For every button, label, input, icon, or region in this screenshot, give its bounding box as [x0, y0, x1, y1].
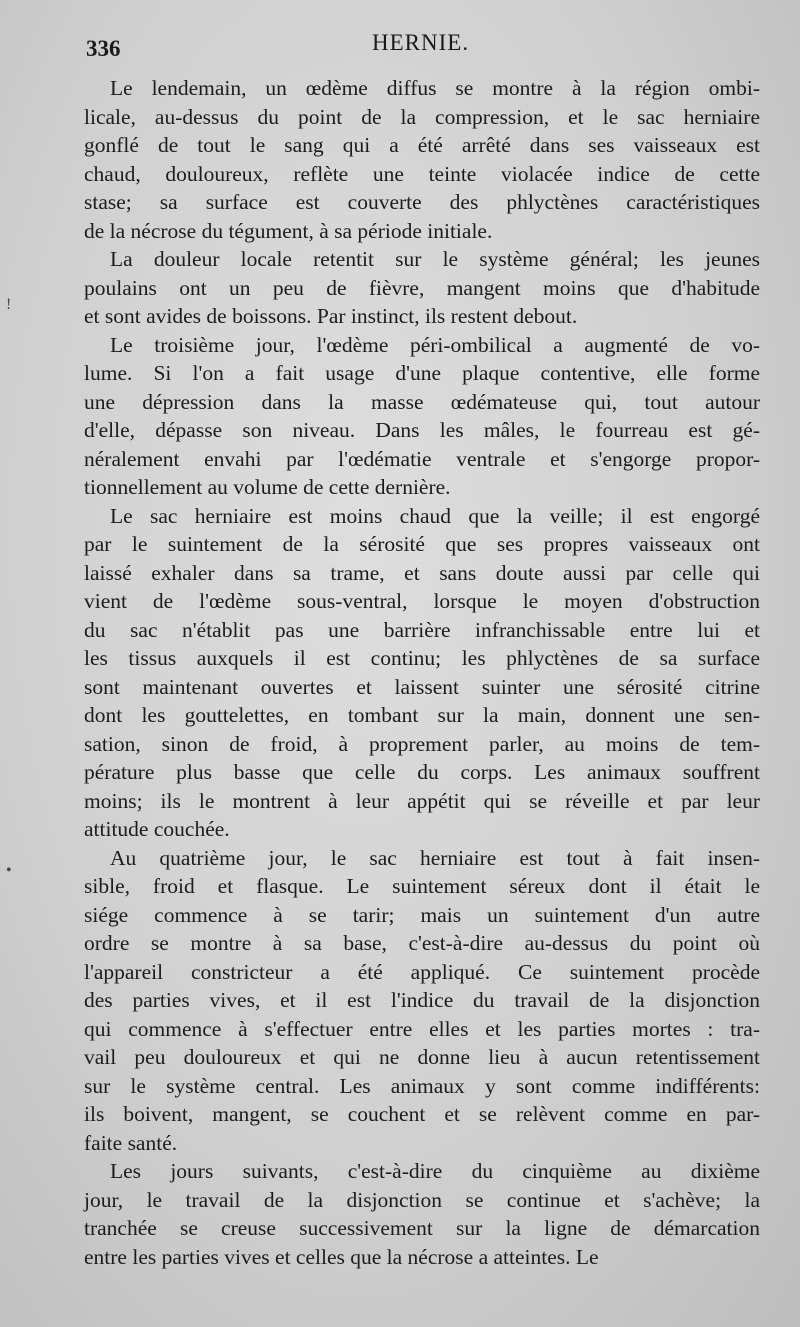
text-line: vient de l'œdème sous-ventral, lorsque le moyen d'obstruction: [84, 589, 760, 613]
text-line: stase; sa surface est couverte des phlyctènes caractéristiques: [84, 190, 760, 214]
margin-mark: !: [6, 296, 12, 313]
paragraph: [84, 502, 760, 844]
text-line: néralement envahi par l'œdématie ventrale et s'engorge propor-: [84, 446, 760, 471]
page-header: [86, 30, 760, 64]
text-line: entre les parties vives et celles que la nécrose a atteintes. Le: [84, 1244, 599, 1269]
text-line: chaud, douloureux, reflète une teinte violacée indice de cette: [84, 161, 760, 186]
text-line: lume. Si l'on a fait usage d'une plaque contentive, elle forme: [84, 361, 760, 385]
text-line: Le troisième jour, l'œdème péri-ombilical a augmenté de vo-: [110, 332, 760, 357]
text-line: vail peu douloureux et qui ne donne lieu à aucun retentissement: [84, 1045, 760, 1069]
text-line: d'elle, dépasse son niveau. Dans les mâles, le fourreau est gé-: [84, 418, 760, 442]
text-line: Le sac herniaire est moins chaud que la veille; il est engorgé: [110, 503, 760, 528]
text-line: attitude couchée.: [84, 817, 230, 841]
text-line: laissé exhaler dans sa trame, et sans doute aussi par celle qui: [84, 560, 760, 585]
text-line: ordre se montre à sa base, c'est-à-dire au-dessus du point où: [84, 931, 760, 955]
text-line: l'appareil constricteur a été appliqué. Ce suintement procède: [84, 959, 760, 984]
text-line: La douleur locale retentit sur le système général; les jeunes: [110, 247, 760, 271]
text-line: qui commence à s'effectuer entre elles et les parties mortes : tra-: [84, 1016, 760, 1041]
text-line: moins; ils le montrent à leur appétit qui se réveille et par leur: [84, 788, 760, 813]
paragraph: [84, 844, 760, 1158]
text-line: tranchée se creuse successivement sur la ligne de démarcation: [84, 1216, 760, 1240]
text-line: Le lendemain, un œdème diffus se montre à la région ombi-: [110, 76, 760, 100]
text-line: de la nécrose du tégument, à sa période initiale.: [84, 218, 493, 243]
paragraph: [84, 1157, 760, 1271]
text-line: du sac n'établit pas une barrière infranchissable entre lui et: [84, 617, 760, 642]
text-line: ils boivent, mangent, se couchent et se relèvent comme en par-: [84, 1102, 760, 1126]
text-line: les tissus auxquels il est continu; les phlyctènes de sa surface: [84, 646, 760, 670]
text-line: licale, au-dessus du point de la compression, et le sac herniaire: [84, 104, 760, 129]
paragraph: [84, 331, 760, 502]
body-text: [84, 74, 760, 1271]
text-line: tionnellement au volume de cette dernière.: [84, 475, 451, 499]
text-line: sation, sinon de froid, à proprement parler, au moins de tem-: [84, 731, 760, 756]
text-line: par le suintement de la sérosité que ses propres vaisseaux ont: [84, 532, 760, 556]
text-line: dont les gouttelettes, en tombant sur la main, donnent une sen-: [84, 703, 760, 727]
text-line: Les jours suivants, c'est-à-dire du cinquième au dixième: [110, 1159, 760, 1183]
text-line: Au quatrième jour, le sac herniaire est tout à fait insen-: [110, 845, 760, 870]
text-line: pérature plus basse que celle du corps. Les animaux souffrent: [84, 760, 760, 784]
text-line: siége commence à se tarir; mais un suintement d'un autre: [84, 902, 760, 927]
paragraph: [84, 74, 760, 245]
text-line: poulains ont un peu de fièvre, mangent moins que d'habitude: [84, 275, 760, 300]
text-line: jour, le travail de la disjonction se continue et s'achève; la: [84, 1187, 760, 1212]
margin-mark: •: [6, 862, 12, 879]
text-line: faite santé.: [84, 1130, 178, 1155]
text-line: sont maintenant ouvertes et laissent suinter une sérosité citrine: [84, 674, 760, 699]
text-line: sur le système central. Les animaux y sont comme indifférents:: [84, 1073, 760, 1098]
page-number: 336: [86, 36, 121, 61]
paragraph: [84, 245, 760, 331]
running-head: HERNIE.: [372, 30, 470, 55]
text-line: gonflé de tout le sang qui a été arrêté dans ses vaisseaux est: [84, 133, 760, 157]
text-line: et sont avides de boissons. Par instinct, ils restent debout.: [84, 304, 578, 328]
text-line: sible, froid et flasque. Le suintement séreux dont il était le: [84, 874, 760, 898]
text-line: des parties vives, et il est l'indice du travail de la disjonction: [84, 988, 760, 1012]
text-line: une dépression dans la masse œdémateuse qui, tout autour: [84, 389, 760, 414]
